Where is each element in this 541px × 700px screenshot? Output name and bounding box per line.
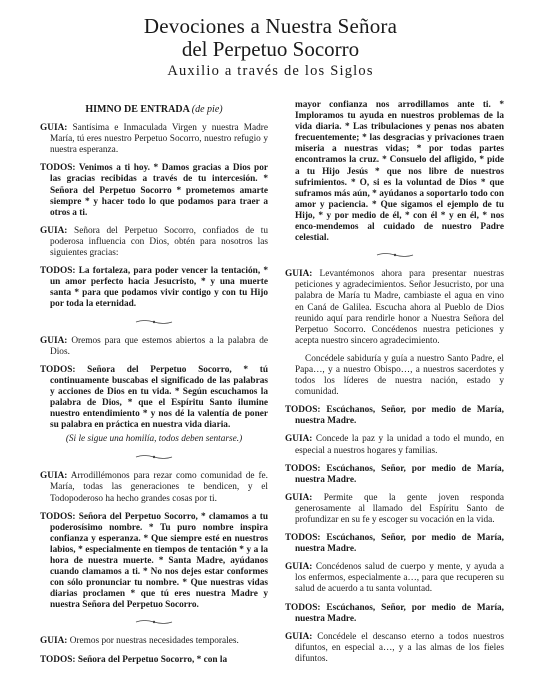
hymn-note: (de pie): [191, 104, 223, 115]
prayer-paragraph: [285, 100, 504, 244]
prayer-text: Señora del Perpetuo Socorro, confiados de tu poderosa influencia con Dios, obtén para nosotros las siguientes gracias:: [50, 225, 269, 259]
prayer-paragraph: [40, 266, 268, 310]
ornament-divider: [40, 453, 268, 461]
prayer-text: Arrodillémonos para rezar como comunidad de fe. María, todas las generaciones te bendicen, y el Todopoderoso ha hecho grandes cosas por ti.: [50, 471, 269, 504]
response-text: Escúchanos, Señor, por medio de María, nuestra Madre.: [295, 463, 504, 485]
prayer-paragraph: [285, 269, 504, 347]
ornament-divider: [40, 318, 268, 326]
left-column: [40, 96, 268, 673]
speaker-label: TODOS:: [285, 463, 321, 474]
prayer-paragraph: [40, 512, 268, 612]
prayer-paragraph: [40, 226, 268, 259]
speaker-label: TODOS:: [40, 654, 76, 665]
prayer-text: mayor confianza nos arrodillamos ante ti. * Imploramos tu ayuda en nuestros problemas de la vida diaria. * Las tribulaciones y penas nos abaten frecuentemente; * las desgracias y privaciones traen miseria a nuestras vidas; * por todas partes encontramos la cruz. * Consuelo del afligido, * pide a tu Hijo Jesús * que nos libre de nuestros sufrimientos. * O, si es la voluntad de Dios * que suframos más aún, * ayúdanos a soportarlo todo con amor y paciencia. * Que sigamos el ejemplo de tu Hijo, * y por medio de él, * con él * y en él, * nos enco-mendemos al cuidado de nuestro Padre celestial.: [295, 100, 504, 244]
prayer-text: Concédele el descanso eterno a todos nuestros difuntos, en especial a…, y a las almas de los fieles difuntos.: [295, 631, 504, 664]
prayer-text: Oremos para que estemos abiertos a la palabra de Dios.: [50, 335, 268, 357]
prayer-text: Señora del Perpetuo Socorro, * con la: [77, 654, 228, 665]
response-text: Escúchanos, Señor, por medio de María, nuestra Madre.: [295, 533, 504, 555]
speaker-label: GUIA:: [285, 269, 313, 280]
prayer-paragraph: [40, 655, 268, 666]
prayer-paragraph: [285, 562, 504, 595]
speaker-label: GUIA:: [285, 434, 313, 445]
speaker-label: GUIA:: [40, 225, 68, 236]
prayer-paragraph: [285, 434, 504, 456]
ornament-divider: [285, 251, 504, 259]
speaker-label: TODOS:: [285, 405, 321, 416]
speaker-label: GUIA:: [40, 335, 68, 346]
prayer-paragraph: [40, 336, 268, 358]
prayer-text: Santísima e Inmaculada Virgen y nuestra Madre María, tú eres nuestro Perpetuo Socorro, nuestro refugio y nuestra esperanza.: [50, 123, 268, 156]
response-text: Escúchanos, Señor, por medio de María, nuestra Madre.: [295, 405, 504, 427]
prayer-text: Concede la paz y la unidad a todo el mundo, en especial a nuestros hogares y familias.: [295, 434, 505, 456]
ornament-divider: [40, 618, 268, 626]
speaker-label: TODOS:: [40, 364, 76, 375]
speaker-label: GUIA:: [285, 492, 313, 503]
prayer-text: Concédenos salud de cuerpo y mente, y ayuda a los enfermos, especialmente a…, para que recuperen su salud de acuerdo a tu santa voluntad.: [295, 562, 505, 595]
prayer-text: Venimos a ti hoy. * Damos gracias a Dios por las gracias recibidas a través de tu intercesión. * Señora del Perpetuo Socorro * prometemos amarte siempre * y hacer todo lo que podamos para traer a otros a ti.: [50, 163, 268, 218]
prayer-text: Señora del Perpetuo Socorro, * tú continuamente buscabas el significado de las palabras y acciones de Dios en tu vida. * Según escuchamos la palabra de Dios, * que el Espíritu Santo ilumine nuestro entendimiento * y nos dé la valentía de poner su palabra en práctica en nuestra vida diaria.: [50, 364, 268, 431]
prayer-paragraph: [40, 471, 268, 504]
speaker-label: GUIA:: [40, 471, 68, 482]
speaker-label: TODOS:: [285, 533, 321, 544]
speaker-label: TODOS:: [40, 266, 76, 277]
prayer-paragraph: [40, 636, 268, 647]
response-paragraph: [285, 533, 504, 555]
page-title-line-1: Devociones a Nuestra Señora: [143, 14, 398, 38]
speaker-label: GUIA:: [40, 123, 68, 134]
speaker-label: TODOS:: [285, 602, 321, 613]
hymn-title: HIMNO DE ENTRADA: [85, 104, 190, 115]
prayer-paragraph: [40, 163, 268, 218]
speaker-label: GUIA:: [285, 631, 313, 642]
speaker-label: TODOS:: [40, 511, 76, 522]
prayer-paragraph: [40, 123, 268, 156]
homily-note: (Si le sigue una homilía, todos deben sentarse.): [65, 434, 243, 445]
prayer-paragraph: [285, 632, 504, 665]
right-column: [285, 100, 504, 672]
prayer-paragraph: [40, 365, 268, 432]
prayer-text: Permite que la gente joven responda generosamente al llamado del Espíritu Santo de profundizar en su fe y escoger su vocación en la vida.: [295, 492, 504, 525]
hymn-heading: [40, 104, 268, 115]
response-paragraph: [285, 464, 504, 486]
page-subtitle: Auxilio a través de los Siglos: [167, 63, 374, 79]
speaker-label: GUIA:: [285, 562, 313, 573]
speaker-label: GUIA:: [40, 636, 68, 647]
page-title-line-2: del Perpetuo Socorro: [181, 37, 360, 61]
prayer-text: Señora del Perpetuo Socorro, * clamamos a tu poderosísimo nombre. * Tu puro nombre inspira confianza y esperanza. * Que siempre esté en nuestros labios, * especialmente en tiempos de tentación * y a la hora de nuestra muerte. * Santa Madre, ayúdanos cuando clamamos a ti. * No nos dejes estar conformes con sólo pronunciar tu nombre. * Que nuestras vidas diarias proclamen * que tú eres nuestra Madre y nuestra Señora del Perpetuo Socorro.: [50, 511, 268, 611]
response-paragraph: [285, 603, 504, 625]
prayer-text: Levantémonos ahora para presentar nuestras peticiones y agradecimientos. Señor Jesucristo, por una palabra de María tu Madre, cambiaste el agua en vino en Caná de Galilea. Escucha ahora al Pueblo de Dios reunido aquí para rendirle honor a Nuestra Señora del Perpetuo Socorro. Concédenos nuestra peticiones y acepta nuestro sincero agradecimiento.: [295, 269, 504, 346]
response-text: Escúchanos, Señor, por medio de María, nuestra Madre.: [295, 602, 504, 624]
prayer-paragraph: [285, 354, 504, 398]
speaker-label: TODOS:: [40, 163, 76, 174]
prayer-text: Oremos por nuestras necesidades temporales.: [69, 636, 239, 647]
prayer-text: La fortaleza, para poder vencer la tentación, * un amor perfecto hacia Jesucristo, * y una muerte santa * para que podamos vivir contigo y con tu Hijo por toda la eternidad.: [50, 266, 268, 310]
response-paragraph: [285, 405, 504, 427]
prayer-paragraph: [285, 493, 504, 526]
prayer-text: Concédele sabiduría y guía a nuestro Santo Padre, el Papa…, y a nuestro Obispo…, a nuestros sacerdotes y todos los líderes de nuestra nación, estado y comunidad.: [295, 353, 504, 398]
